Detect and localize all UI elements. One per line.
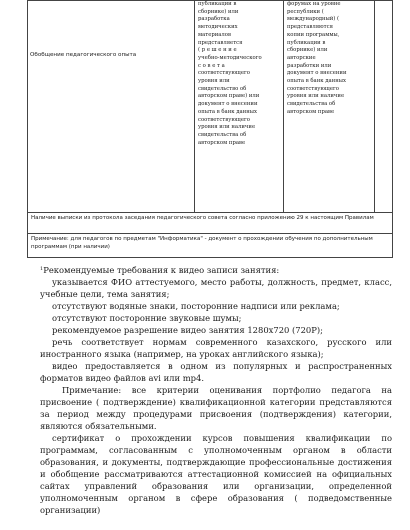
cell-line: учебно-методического (198, 54, 262, 61)
paragraph: отсутствуют водяные знаки, посторонние надписи или реклама; (52, 301, 340, 311)
cell-line: авторские (287, 54, 316, 61)
cell-line: публикации в (198, 1, 237, 7)
cell-line: сборнике) или (287, 47, 328, 54)
cell-line: авторском праве) или (198, 93, 260, 100)
criterion-col2-text (195, 1, 283, 147)
cell-line: методических (198, 24, 238, 31)
cell-line: республики ( (287, 8, 324, 15)
cell-line: копии программы, (287, 31, 340, 38)
criterion-col3-text (284, 1, 374, 117)
cell-line: уровня или (198, 78, 230, 85)
cell-line: уровня или наличие (198, 124, 256, 131)
cell-line: авторском праве (287, 108, 335, 115)
cell-line: форумах на уровне (287, 1, 341, 7)
cell-line: соответствующего (198, 70, 250, 77)
criterion-col3-cell (284, 1, 375, 213)
cell-line: уровня или наличие (287, 93, 345, 100)
cell-line: публикации в (287, 39, 326, 46)
cell-line: свидетельство об (198, 85, 247, 92)
footnote-mark: 1 (40, 266, 44, 272)
criterion-label: Обобщение педагогического опыта (30, 52, 137, 58)
cell-line: свидетельства об (198, 131, 247, 138)
cell-line: международный) ( (287, 16, 340, 23)
cell-line: разработка (198, 16, 230, 23)
criterion-label-cell (28, 1, 195, 213)
paragraph: отсутствуют посторонние звуковые шумы; (52, 313, 242, 323)
video-requirements-heading: $^1$Рекомендуемые требования к видео записи занятия: (40, 265, 280, 275)
body-text (40, 263, 392, 516)
cell-line: авторском праве (198, 139, 246, 146)
cell-line: с о в е т а (198, 62, 225, 69)
certificate-paragraph: сертификат о прохождении курсов повышения квалификации по программам, согласованным с уполномоченным органом в области образования, и документы, подтверждающие профессиональные достижения и обобщение рассматриваются аттестационной комиссией на официальных сайтах управлений образования или организации, определенной уполномоченным органом в сфере образования ( подведомственные организации) (40, 433, 392, 515)
cell-line: разработки или (287, 62, 332, 69)
cell-line: материалов (198, 31, 231, 38)
paragraph: указывается ФИО аттестуемого, место работы, должность, предмет, класс, учебные цели, тема занятия; (40, 277, 392, 299)
cell-line: сборнике) или (198, 8, 239, 15)
criteria-table (27, 0, 393, 258)
cell-line: представляются (287, 24, 333, 31)
cell-line: представляется (198, 39, 243, 46)
portfolio-note: Примечание: все критерии оценивания портфолио педагога на присвоение ( подтверждение) квалификационной категории представляются за период между процедурами присвоения (подтверждения) категории, являются обязательными. (40, 385, 392, 431)
cell-line: опыта в банк данных (198, 108, 257, 115)
paragraph: видео предоставляется в одном из популярных и распространенных форматов видео файлов avi или mp4. (40, 361, 392, 383)
table-row (28, 1, 393, 213)
table-remark: Примечание: для педагогов по предметам "Информатика" - документ о прохождении обучения по дополнительным программам (при наличии) (31, 236, 373, 250)
table-row (28, 234, 393, 258)
cell-line: свидетельства об (287, 101, 336, 108)
cell-line: документ о внесении (287, 70, 347, 77)
cell-line: документ о внесении (198, 101, 258, 108)
paragraph: рекомендуемое разрешение видео занятия 1280х720 (720P); (52, 325, 323, 335)
criterion-col2-cell (195, 1, 284, 213)
table-row (28, 212, 393, 234)
paragraph: речь соответствует нормам современного казахского, русского или иностранного языка (например, на уроках английского языка); (40, 337, 392, 359)
remark-cell (28, 234, 393, 258)
protocol-note: Наличие выписки из протокола заседания педагогического совета согласно приложению 29 к настоящим Правилам (31, 214, 374, 221)
cell-line: соответствующего (287, 85, 339, 92)
cell-line: опыта в банк данных (287, 78, 346, 85)
criterion-score-cell (375, 1, 393, 213)
cell-line: ( р е ш е н и е (198, 47, 237, 54)
cell-line: соответствующего (198, 116, 250, 123)
note-cell (28, 212, 393, 234)
